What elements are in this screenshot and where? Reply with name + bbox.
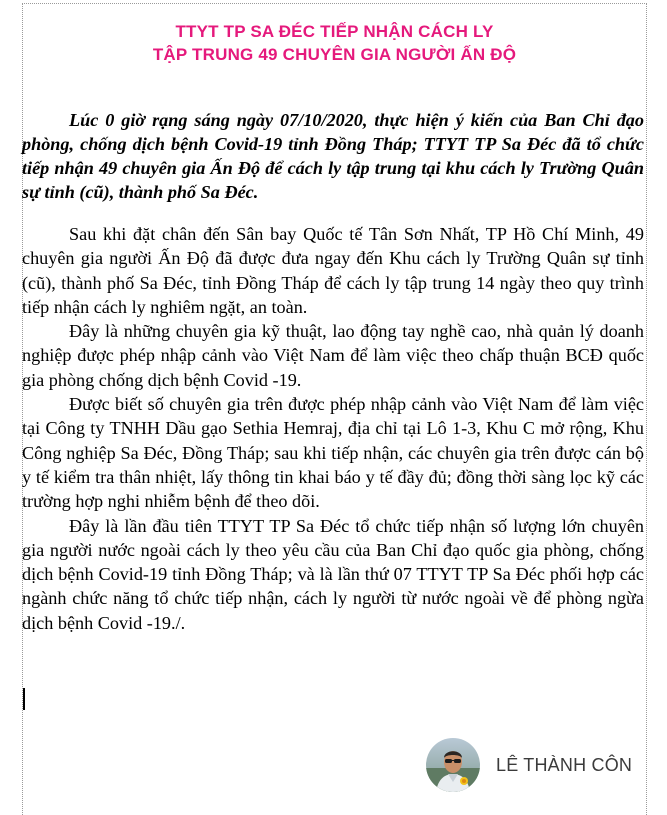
body-paragraph: Được biết số chuyên gia trên được phép nhập cảnh vào Việt Nam để làm việc tại Công ty TNHH Dầu gạo Sethia Hemraj, địa chỉ tại Lô 1-3, Khu C mở rộng, Khu Công nghiệp Sa Đéc, Đồng Tháp; sau khi tiếp nhận, các chuyên gia trên được cán bộ y tế kiểm tra thân nhiệt, lấy thông tin khai báo y tế đầy đủ; đồng thời sàng lọc kỹ các trường hợp nghi nhiễm bệnh để theo dõi. [22,394,644,512]
article-body [22,222,644,635]
body-paragraph: Đây là lần đầu tiên TTYT TP Sa Đéc tổ chức tiếp nhận số lượng lớn chuyên gia người nước ngoài cách ly theo yêu cầu của Ban Chỉ đạo quốc gia phòng, chống dịch bệnh Covid-19 tỉnh Đồng Tháp; và là lần thứ 07 TTYT TP Sa Đéc phối hợp các ngành chức năng tổ chức tiếp nhận, cách ly người từ nước ngoài về để phòng ngừa dịch bệnh Covid -19./. [22,515,644,633]
body-paragraph: Đây là những chuyên gia kỹ thuật, lao động tay nghề cao, nhà quản lý doanh nghiệp được phép nhập cảnh vào Việt Nam để làm việc theo chấp thuận BCĐ quốc gia phòng chống dịch bệnh Covid -19. [22,321,644,390]
text-cursor [23,688,25,710]
body-paragraph: Sau khi đặt chân đến Sân bay Quốc tế Tân Sơn Nhất, TP Hồ Chí Minh, 49 chuyên gia người Ấn Độ đã được đưa ngay đến Khu cách ly Trường Quân sự tỉnh (cũ), thành phố Sa Đéc, tỉnh Đồng Tháp để cách ly tập trung 14 ngày theo quy trình tiếp nhận cách ly nghiêm ngặt, an toàn. [22,224,644,317]
article-title-line-2: TẬP TRUNG 49 CHUYÊN GIA NGƯỜI ẤN ĐỘ [152,45,517,64]
author-avatar [426,738,480,792]
article-title-line-1: TTYT TP SA ĐÉC TIẾP NHẬN CÁCH LY [175,22,494,41]
author-byline [426,737,632,793]
author-name: LÊ THÀNH CÔN [496,754,633,775]
article-lead: Lúc 0 giờ rạng sáng ngày 07/10/2020, thực hiện ý kiến của Ban Chỉ đạo phòng, chống dịch bệnh Covid-19 tỉnh Đồng Tháp; TTYT TP Sa Đéc đã tổ chức tiếp nhận 49 chuyên gia Ấn Độ để cách ly tập trung tại khu cách ly Trường Quân sự tỉnh (cũ), thành phố Sa Đéc. [22,110,644,202]
person-with-sunglasses-avatar-icon [426,738,480,792]
